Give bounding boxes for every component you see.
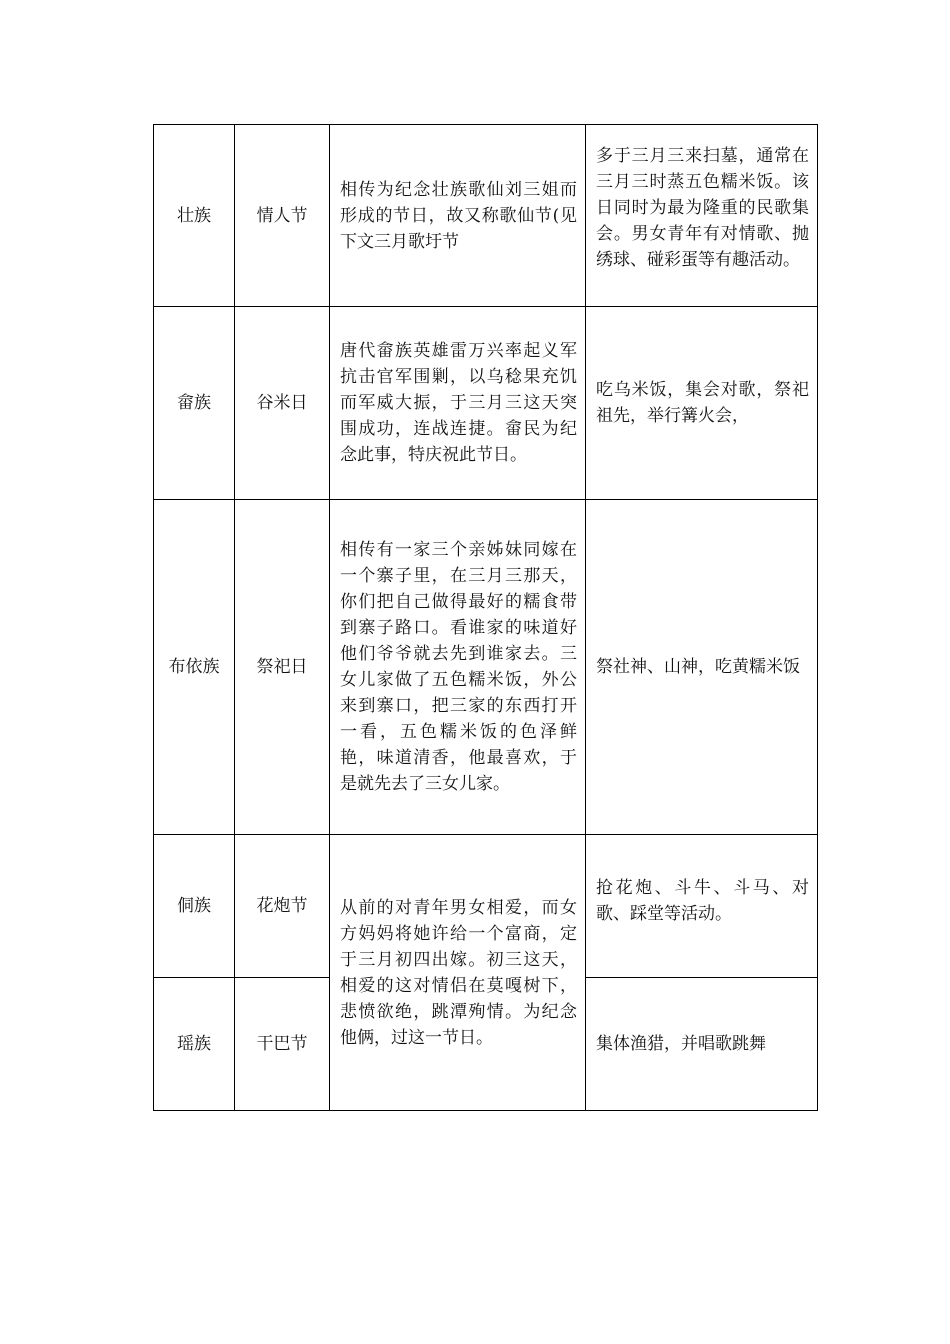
festival-customs-cell: 集体渔猎，并唱歌跳舞 (586, 978, 818, 1111)
festival-customs-cell: 抢花炮、斗牛、斗马、对歌、踩堂等活动。 (586, 835, 818, 978)
festival-name-cell: 情人节 (235, 125, 330, 307)
table-row (154, 500, 818, 835)
festival-name-cell: 谷米日 (235, 307, 330, 500)
table-row (154, 307, 818, 500)
ethnic-group-cell: 畲族 (154, 307, 235, 500)
ethnic-group-cell: 侗族 (154, 835, 235, 978)
table-row (154, 835, 818, 978)
festival-customs-cell: 多于三月三来扫墓，通常在三月三时蒸五色糯米饭。该日同时为最为隆重的民歌集会。男女青年有对情歌、抛绣球、碰彩蛋等有趣活动。 (586, 125, 818, 307)
ethnic-group-cell: 布依族 (154, 500, 235, 835)
festival-name-cell: 祭祀日 (235, 500, 330, 835)
ethnic-group-cell: 壮族 (154, 125, 235, 307)
ethnic-group-cell: 瑶族 (154, 978, 235, 1111)
festival-origin-cell: 相传有一家三个亲姊妹同嫁在一个寨子里，在三月三那天，你们把自己做得最好的糯食带到寨子路口。看谁家的味道好他们爷爷就去先到谁家去。三女儿家做了五色糯米饭，外公来到寨口，把三家的东西打开一看，五色糯米饭的色泽鲜艳，味道清香，他最喜欢，于是就先去了三女儿家。 (330, 500, 586, 835)
festival-origin-cell: 唐代畲族英雄雷万兴率起义军抗击官军围剿，以乌稔果充饥而军威大振，于三月三这天突围成功，连战连捷。畲民为纪念此事，特庆祝此节日。 (330, 307, 586, 500)
festival-origin-cell: 相传为纪念壮族歌仙刘三姐而形成的节日，故又称歌仙节(见下文三月歌圩节 (330, 125, 586, 307)
festival-customs-cell: 祭社神、山神，吃黄糯米饭 (586, 500, 818, 835)
festival-origin-cell-merged: 从前的对青年男女相爱，而女方妈妈将她许给一个富商，定于三月初四出嫁。初三这天，相爱的这对情侣在莫嘎树下，悲愤欲绝，跳潭殉情。为纪念他俩，过这一节日。 (330, 835, 586, 1111)
festival-name-cell: 花炮节 (235, 835, 330, 978)
festival-table (153, 124, 818, 1111)
festival-name-cell: 干巴节 (235, 978, 330, 1111)
table-row (154, 125, 818, 307)
festival-customs-cell: 吃乌米饭，集会对歌，祭祀祖先，举行篝火会， (586, 307, 818, 500)
